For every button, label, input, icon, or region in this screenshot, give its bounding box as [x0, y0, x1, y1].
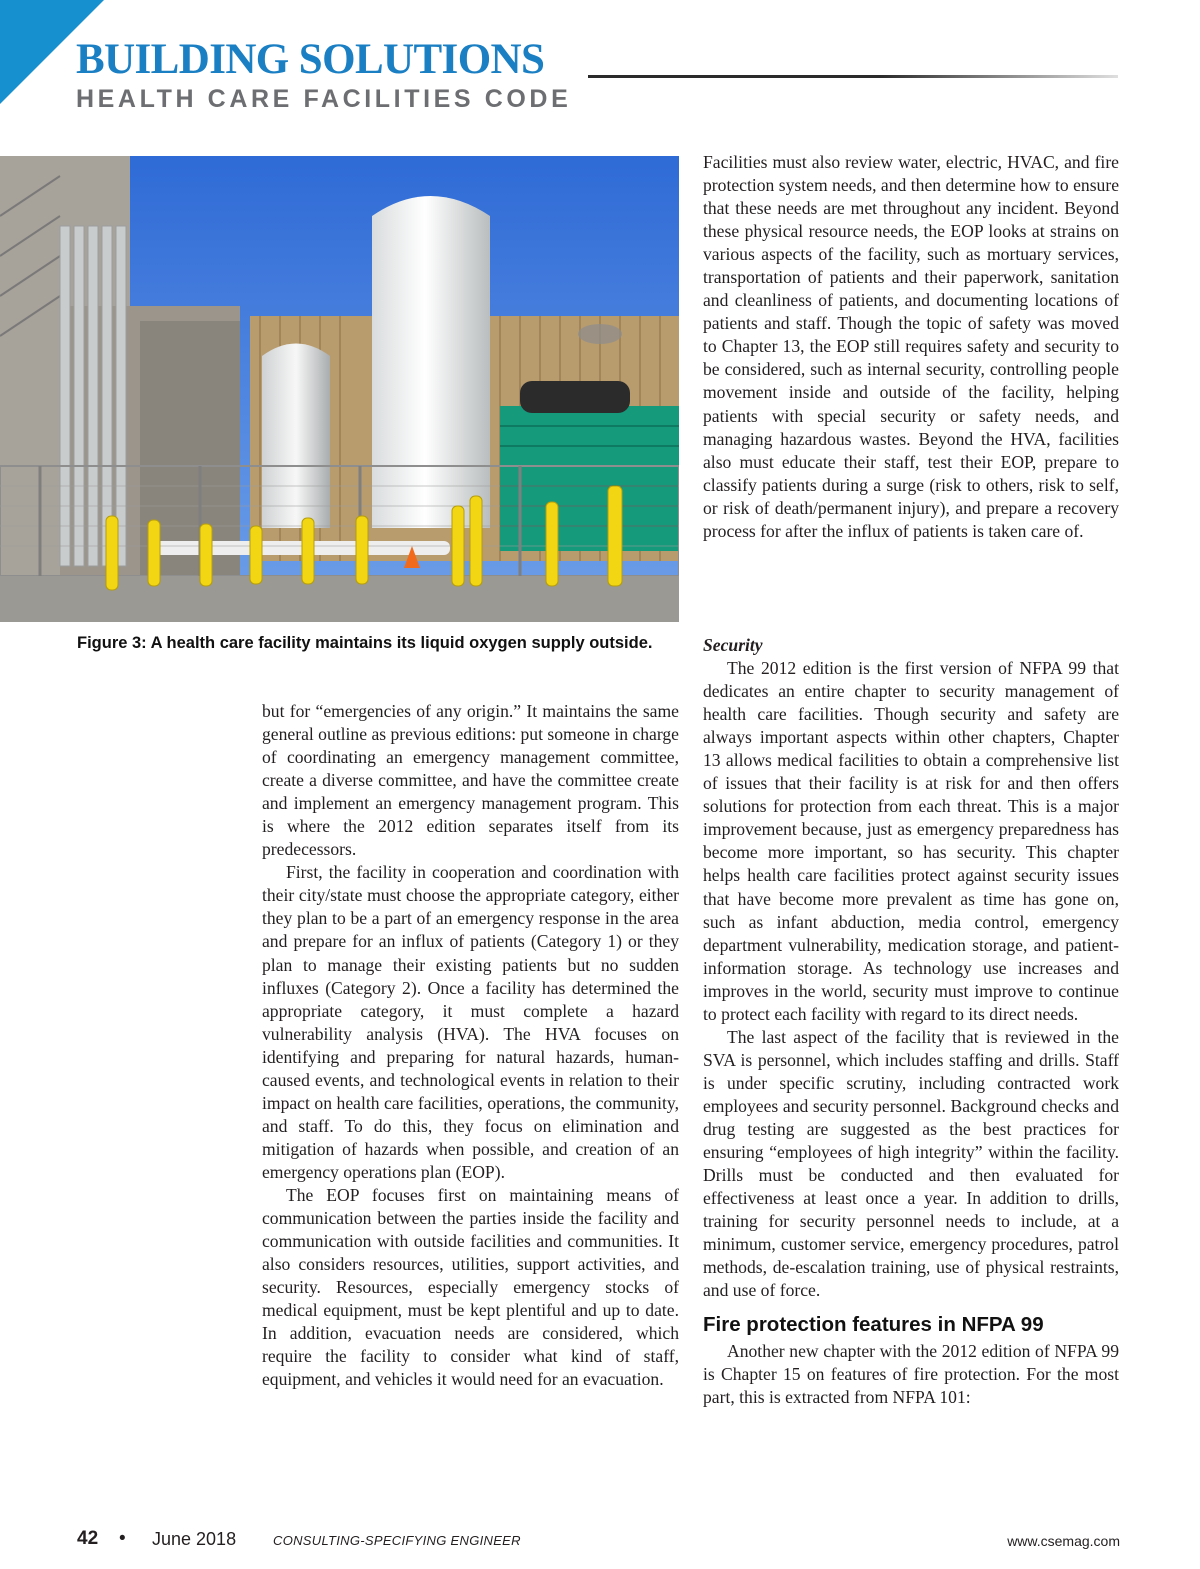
issue-date: June 2018 — [152, 1529, 237, 1549]
publication-name: CONSULTING-SPECIFYING ENGINEER — [273, 1533, 521, 1548]
left-column — [262, 700, 679, 1391]
body-paragraph: The last aspect of the facility that is reviewed in the SVA is personnel, which includes staffing and drills. Staff is under specific scrutiny, including contracted work employees and security personnel. Background checks and drug testing are suggested as the best practices for ensuring “employees of high integrity” within the facility. Drills must be conducted and then evaluated for effectiveness at least once a year. In addition to drills, training for security personnel needs to include, at a minimum, customer service, emergency procedures, patrol methods, de-escalation training, use of physical restraints, and use of force. — [703, 1026, 1119, 1301]
figure-caption: Figure 3: A health care facility maintains its liquid oxygen supply outside. — [77, 634, 653, 652]
page-number: 42 — [77, 1528, 99, 1549]
page-footer — [77, 1525, 1120, 1555]
footer-bullet: • — [119, 1528, 126, 1549]
section-subtitle: HEALTH CARE FACILITIES CODE — [76, 85, 572, 113]
section-title: BUILDING SOLUTIONS — [76, 36, 545, 83]
body-paragraph: Another new chapter with the 2012 edition of NFPA 99 is Chapter 15 on features of fire protection. For the most part, this is extracted from NFPA 101: — [703, 1341, 1119, 1408]
body-paragraph: First, the facility in cooperation and coordination with their city/state must choose the appropriate category, either they plan to be a part of an emergency response in the area and prepare for an influx of patients (Category 1) or they plan to manage their existing patients but no sudden influxes (Category 2). Once a facility has determined the appropriate category, it must complete a hazard vulnerability analysis (HVA). The HVA focuses on identifying and preparing for natural hazards, human-caused events, and technological events in relation to their impact on health care facilities, operations, the community, and staff. To do this, they focus on elimination and mitigation of hazards when possible, and creation of an emergency operations plan (EOP). — [262, 862, 679, 1182]
right-column-top — [703, 151, 1119, 543]
security-heading: Security — [703, 635, 763, 655]
fire-protection-heading: Fire protection features in NFPA 99 — [703, 1313, 1044, 1337]
oxygen-tank-photo — [0, 156, 679, 622]
body-paragraph: Facilities must also review water, electric, HVAC, and fire protection system needs, and then determine how to ensure that these needs are met throughout any incident. Beyond these physical resource needs, the EOP looks at strains on various aspects of the facility, such as mortuary services, transportation of patients and their paperwork, sanitation and cleanliness of patients, and documenting locations of patients and staff. Though the topic of safety was moved to Chapter 13, the EOP still requires safety and security to be considered, such as internal security, controlling people movement inside and outside of the facility, helping patients with special security or safety needs, and managing hazardous wastes. Beyond the HVA, facilities also must educate their staff, test their EOP, prepare to classify patients during a surge (risk to others, risk to self, or risk of death/permanent injury), and prepare a recovery process for after the influx of patients is taken care of. — [703, 152, 1119, 541]
body-paragraph: The 2012 edition is the first version of NFPA 99 that dedicates an entire chapter to security management of health care facilities. Though security and safety are always important aspects within other chapters, Chapter 13 allows medical facilities to obtain a comprehensive list of issues that their facility is at risk for and then offers solutions for protection from each threat. This is a major improvement because, just as emergency preparedness has become more important, so has security. This chapter helps health care facilities protect against security issues that have become more prevalent as time has gone on, such as infant abduction, media control, emergency department vulnerability, medication storage, and patient-information storage. As technology use increases and improves in the world, security must improve to continue to protect each facility with regard to its direct needs. — [703, 658, 1119, 1024]
right-column-bottom — [703, 634, 1119, 1410]
website-link[interactable]: www.csemag.com — [1007, 1533, 1120, 1549]
body-paragraph: The EOP focuses first on maintaining means of communication between the parties inside the facility and communication with outside facilities and communities. It also considers resources, utilities, support activities, and security. Resources, especially emergency stocks of medical equipment, must be kept plentiful and up to date. In addition, evacuation needs are considered, which require the facility to consider what kind of staff, equipment, and vehicles it would need for an evacuation. — [262, 1184, 679, 1390]
header-rule — [588, 75, 1118, 78]
body-paragraph: but for “emergencies of any origin.” It maintains the same general outline as previous editions: put someone in charge of coordinating an emergency management committee, create a diverse committee, and have the committee create and implement an emergency management program. This is where the 2012 edition separates itself from its predecessors. — [262, 701, 679, 860]
